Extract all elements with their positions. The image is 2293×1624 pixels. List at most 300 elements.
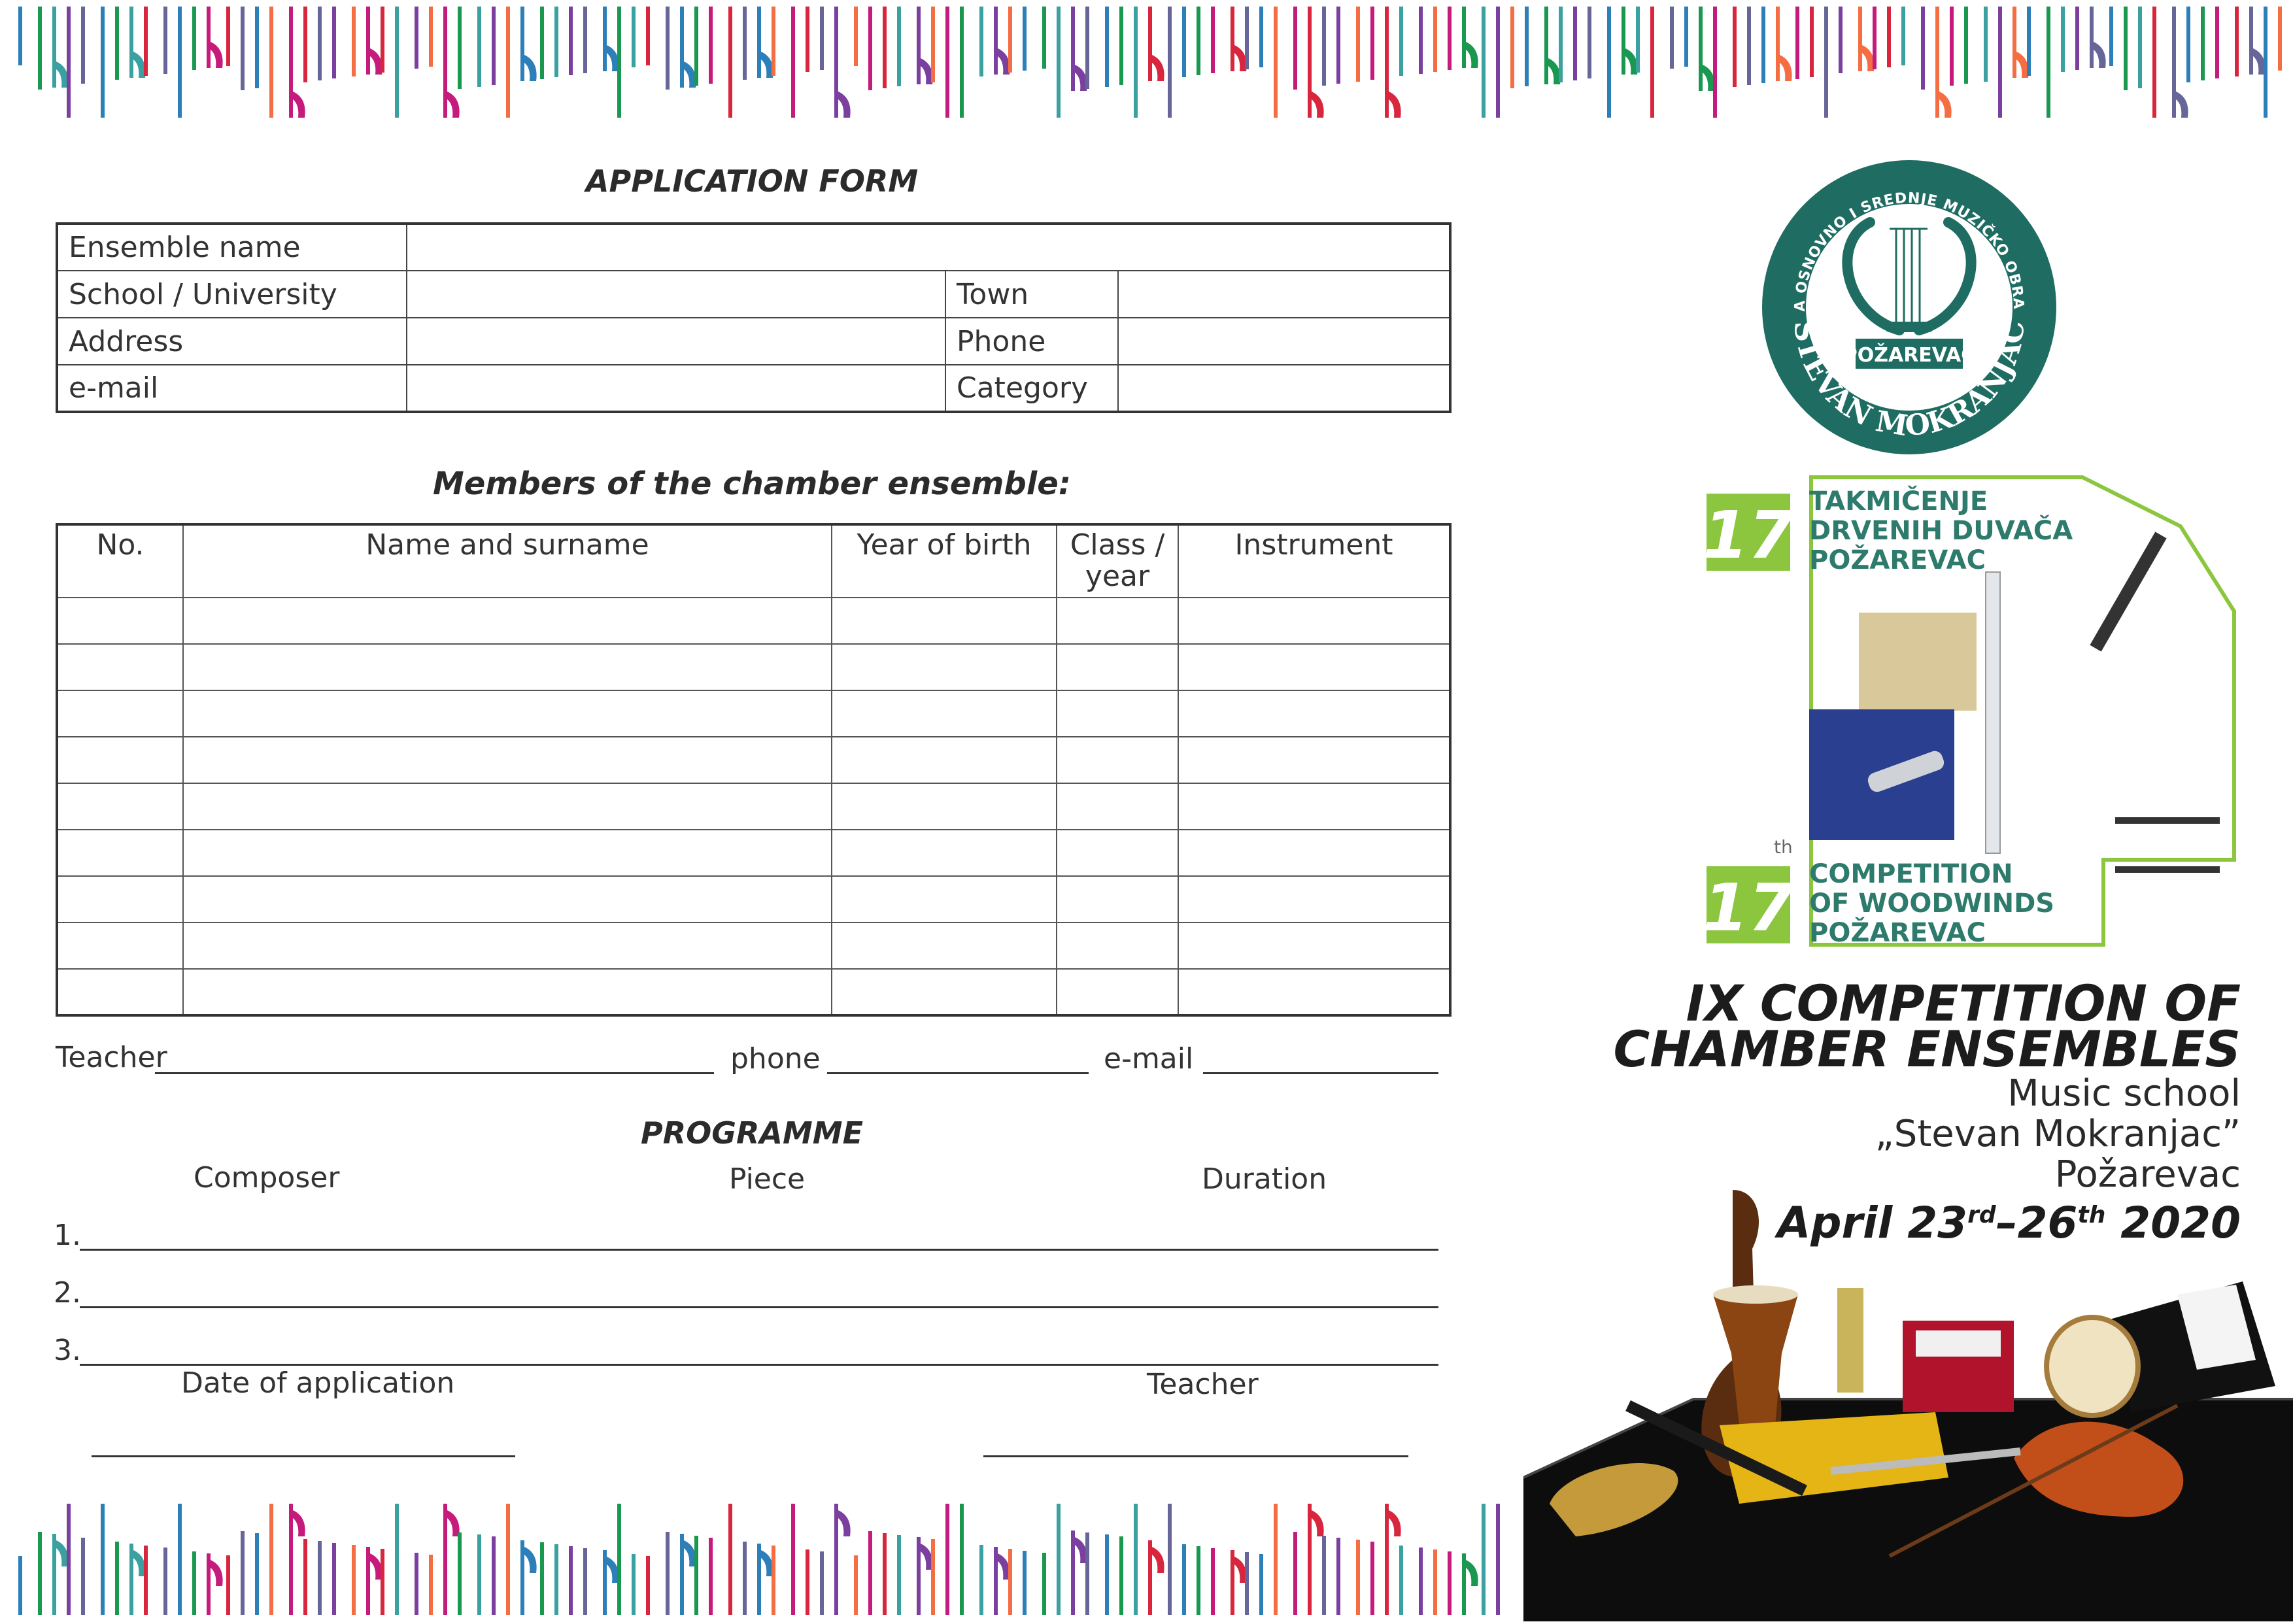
instrument-bell [1075, 65, 1087, 91]
member-name-cell[interactable] [183, 969, 832, 1015]
instrument-stroke [2215, 7, 2219, 78]
instrument-stroke [820, 7, 824, 70]
instrument-stroke [1336, 1538, 1340, 1615]
instrument-bell [998, 48, 1010, 75]
woodwinds-logo [1703, 474, 2246, 951]
instrument-stroke [1559, 7, 1563, 82]
instrument-stroke [1008, 1549, 1012, 1615]
instrument-stroke [2264, 7, 2268, 118]
instrument-stroke [1370, 1542, 1374, 1615]
instrument-bell [1152, 55, 1164, 81]
instrument-stroke [1308, 1504, 1312, 1615]
instrument-stroke [820, 1551, 824, 1615]
duration-label: Duration [1202, 1162, 1327, 1196]
instrument-stroke [1901, 7, 1905, 65]
teacher-input-line[interactable] [155, 1072, 714, 1074]
instrument-stroke [728, 1504, 732, 1615]
instrument-stroke [1588, 7, 1591, 78]
instrument-bell [1389, 1510, 1401, 1536]
instrument-stroke [1839, 7, 1843, 73]
instrument-stroke [1858, 7, 1862, 71]
instrument-stroke [1776, 7, 1780, 81]
instrument-stroke [1636, 7, 1640, 73]
member-class-cell[interactable] [1057, 969, 1178, 1015]
instrument-stroke [1293, 1532, 1297, 1615]
member-year-cell[interactable] [832, 783, 1057, 830]
instrument-bell [1152, 1547, 1164, 1573]
logo-sr-line1: TAKMIČENJE [1809, 486, 1988, 516]
member-class-cell[interactable] [1057, 830, 1178, 876]
instrument-stroke [540, 7, 544, 79]
instrument-stroke [1650, 7, 1654, 118]
instrument-stroke [1322, 7, 1326, 86]
member-row [57, 690, 1450, 737]
instrument-stroke [207, 1553, 211, 1615]
programme-row-1-number: 1. [54, 1219, 81, 1252]
col-no: No. [57, 524, 183, 598]
instrument-stroke [1105, 7, 1109, 87]
date-end-suffix: th [2077, 1202, 2106, 1228]
member-name-cell[interactable] [183, 737, 832, 783]
instrument-stroke [1810, 7, 1814, 77]
instrument-stroke [52, 1534, 56, 1615]
clarinet-image [1986, 572, 2000, 853]
instrument-bell [133, 52, 146, 78]
instrument-stroke [694, 7, 698, 86]
instrument-bell [761, 1550, 773, 1576]
col-class [1057, 524, 1178, 598]
member-instrument-cell[interactable] [1178, 598, 1450, 644]
instrument-stroke [1433, 7, 1437, 72]
instrument-bell [370, 1553, 382, 1580]
instrument-stroke [1887, 7, 1891, 67]
instrument-bell [1312, 1510, 1324, 1536]
member-year-cell[interactable] [832, 830, 1057, 876]
school-line2: „Stevan Mokranjac” [1875, 1113, 2241, 1155]
member-no-cell[interactable] [57, 969, 183, 1015]
instrument-stroke [1259, 7, 1263, 67]
instrument-stroke [2027, 7, 2031, 76]
member-class-cell[interactable] [1057, 690, 1178, 737]
instrument-stroke [1462, 7, 1466, 68]
instrument-stroke [960, 7, 964, 118]
instrument-stroke [1211, 7, 1215, 73]
instrument-stroke [1733, 7, 1737, 87]
instrument-stroke [2013, 7, 2016, 78]
instrument-stroke [834, 1504, 838, 1615]
woodwinds-logo-graphic [1703, 474, 2246, 951]
school-seal-graphic [1759, 157, 2060, 458]
instrument-stroke [743, 7, 747, 80]
instrument-stroke [791, 7, 795, 118]
member-class-cell[interactable] [1057, 598, 1178, 644]
instrument-stroke [1873, 7, 1877, 69]
programme-row-3-number: 3. [54, 1334, 81, 1367]
instrument-bell [838, 1510, 851, 1536]
category-field[interactable] [1118, 365, 1450, 412]
date-start: April 23 [1777, 1198, 1968, 1248]
flute-keys-photo [1859, 613, 1977, 711]
instrument-stroke [255, 1533, 259, 1615]
competition-title [1613, 974, 2241, 1078]
instrument-stroke [332, 7, 336, 78]
instrument-stroke [1274, 1504, 1278, 1615]
instrument-stroke [583, 7, 587, 73]
instrument-stroke [477, 7, 481, 87]
instrument-stroke [1921, 7, 1925, 90]
instrument-stroke [666, 1532, 670, 1615]
programme-row-1-line[interactable] [80, 1249, 1438, 1251]
instrument-bell [2253, 48, 2266, 75]
instrument-stroke [1356, 7, 1360, 82]
instrument-stroke [1148, 1540, 1152, 1615]
instrument-stroke [2061, 7, 2065, 72]
member-name-cell[interactable] [183, 644, 832, 690]
town-field[interactable] [1118, 271, 1450, 318]
instrument-stroke [772, 7, 775, 76]
member-no-cell[interactable] [57, 783, 183, 830]
instrument-stroke [868, 7, 872, 90]
instrument-stroke [883, 1533, 887, 1615]
instrument-stroke [395, 1504, 399, 1615]
instrument-stroke [115, 1542, 119, 1615]
instrument-stroke [728, 7, 732, 118]
member-class-cell[interactable] [1057, 737, 1178, 783]
teacher-email-line[interactable] [1203, 1072, 1438, 1074]
instrument-pattern [0, 1484, 1517, 1615]
instrument-stroke [1245, 1552, 1249, 1615]
instrument-stroke [332, 1543, 336, 1615]
instrument-stroke [269, 1504, 273, 1615]
member-no-cell[interactable] [57, 922, 183, 969]
member-class-cell[interactable] [1057, 922, 1178, 969]
member-year-cell[interactable] [832, 737, 1057, 783]
instrument-stroke [694, 1536, 698, 1615]
member-row [57, 737, 1450, 783]
instrument-stroke [1385, 7, 1389, 118]
instrument-stroke [415, 7, 418, 69]
instrument-stroke [1433, 1549, 1437, 1615]
address-label: Address [57, 318, 407, 365]
instrument-bell [370, 48, 382, 75]
trumpet-image [1837, 1288, 1863, 1393]
instrument-stroke [569, 1546, 573, 1615]
instrument-stroke [1670, 7, 1674, 69]
instrument-stroke [1197, 7, 1200, 75]
instrument-stroke [2172, 7, 2176, 118]
member-class-cell[interactable] [1057, 644, 1178, 690]
instrument-bell [56, 61, 69, 88]
instrument-stroke [1462, 1553, 1466, 1615]
instrument-bell [2094, 42, 2106, 68]
instrument-pattern [0, 7, 2293, 137]
school-field[interactable] [407, 271, 945, 318]
member-no-cell[interactable] [57, 690, 183, 737]
member-instrument-cell[interactable] [1178, 690, 1450, 737]
member-instrument-cell[interactable] [1178, 737, 1450, 783]
instrument-stroke [1168, 1504, 1172, 1615]
instrument-stroke [129, 7, 133, 78]
ensemble-name-field[interactable] [407, 224, 1450, 271]
instrument-stroke [115, 7, 119, 80]
col-instrument: Instrument [1178, 524, 1450, 598]
instrument-bell [211, 1560, 223, 1586]
instrument-stroke [192, 1551, 196, 1615]
member-row [57, 876, 1450, 922]
member-year-cell[interactable] [832, 598, 1057, 644]
instrument-stroke [994, 1547, 998, 1615]
email-field[interactable] [407, 365, 945, 412]
instrument-stroke [757, 1544, 761, 1615]
instrument-stroke [1231, 1550, 1234, 1615]
logo-number-bottom: 17 [1703, 870, 1794, 946]
instrument-stroke [352, 7, 356, 76]
instrument-stroke [1071, 1531, 1075, 1615]
phone-label: Phone [945, 318, 1118, 365]
member-no-cell[interactable] [57, 830, 183, 876]
ensemble-name-label: Ensemble name [57, 224, 407, 271]
instrument-stroke [1119, 7, 1123, 85]
instrument-stroke [415, 1553, 418, 1615]
teacher-label: Teacher [56, 1041, 167, 1074]
date-of-application-line[interactable] [92, 1455, 515, 1457]
instrument-bell [998, 1553, 1010, 1580]
phone-field[interactable] [1118, 318, 1450, 365]
instrument-stroke [945, 1504, 949, 1615]
col-name: Name and surname [183, 524, 832, 598]
instrument-stroke [1573, 7, 1577, 80]
member-instrument-cell[interactable] [1178, 969, 1450, 1015]
member-name-cell[interactable] [183, 598, 832, 644]
instrument-stroke [1496, 7, 1500, 118]
instrument-stroke [709, 1538, 713, 1615]
instrument-stroke [1419, 1548, 1423, 1615]
instrument-stroke [1684, 7, 1688, 67]
instrument-stroke [1761, 7, 1765, 83]
member-instrument-cell[interactable] [1178, 876, 1450, 922]
member-name-cell[interactable] [183, 690, 832, 737]
members-title: Members of the chamber ensemble: [433, 465, 1071, 502]
member-no-cell[interactable] [57, 876, 183, 922]
instrument-stroke [318, 1541, 322, 1615]
member-year-cell[interactable] [832, 644, 1057, 690]
instrument-stroke [1182, 1544, 1186, 1615]
instrument-stroke [192, 7, 196, 70]
instrument-stroke [1119, 1536, 1123, 1615]
instrument-bell [293, 1510, 305, 1536]
instrument-bell [524, 1547, 537, 1573]
school-line1: Music school [2007, 1072, 2241, 1115]
instrument-stroke [1399, 1546, 1403, 1615]
instrument-stroke [1293, 7, 1297, 90]
instrument-stroke [603, 7, 607, 71]
instrument-stroke [897, 1535, 901, 1615]
instrument-stroke [101, 1504, 105, 1615]
instrument-stroke [854, 1555, 858, 1615]
member-class-cell[interactable] [1057, 876, 1178, 922]
instrument-stroke [443, 7, 447, 118]
instrument-stroke [1008, 7, 1012, 73]
instrument-stroke [1105, 1534, 1109, 1615]
instrument-stroke [1057, 1504, 1061, 1615]
member-row [57, 830, 1450, 876]
instrument-bell [1780, 55, 1792, 81]
competition-title-line1: IX COMPETITION OF [1686, 974, 2241, 1032]
instrument-stroke [506, 1504, 510, 1615]
instrument-stroke [226, 1555, 230, 1615]
instrument-bell [921, 1544, 933, 1570]
teacher-phone-line[interactable] [827, 1072, 1089, 1074]
instrument-stroke [617, 7, 621, 118]
instrument-stroke [1699, 7, 1703, 91]
instrument-bell [1466, 42, 1478, 68]
instrument-bell [2016, 52, 2029, 78]
instrument-stroke [1964, 7, 1968, 84]
instrument-stroke [1747, 7, 1751, 85]
instrument-stroke [1356, 1540, 1360, 1615]
signature-teacher-label: Teacher [1147, 1368, 1259, 1401]
member-name-cell[interactable] [183, 783, 832, 830]
instruments-photo [1523, 1164, 2293, 1621]
logo-sr-line3: POŽAREVAC [1809, 545, 1986, 575]
instrument-stroke [18, 7, 22, 65]
town-label: Town [945, 271, 1118, 318]
instrument-stroke [429, 1555, 433, 1615]
instrument-bell [2176, 92, 2188, 118]
instrument-stroke [1510, 7, 1514, 88]
instrument-stroke [897, 7, 901, 86]
applicant-info-table [56, 222, 1452, 413]
instrument-stroke [1211, 1548, 1215, 1615]
instrument-stroke [854, 7, 858, 66]
instrument-stroke [269, 7, 273, 118]
member-year-cell[interactable] [832, 969, 1057, 1015]
instrument-stroke [129, 1544, 133, 1615]
instrument-bell [447, 92, 460, 118]
instrument-stroke [38, 7, 42, 90]
programme-row-3-line[interactable] [80, 1364, 1438, 1366]
instrument-stroke [917, 1537, 921, 1615]
category-label: Category [945, 365, 1118, 412]
instrument-stroke [757, 7, 761, 78]
school-city: Požarevac [2054, 1153, 2241, 1196]
instrument-stroke [1950, 7, 1954, 86]
composer-label: Composer [194, 1161, 340, 1194]
member-instrument-cell[interactable] [1178, 830, 1450, 876]
seal-city: POŽAREVAC [1843, 344, 1976, 367]
instrument-stroke [1496, 1504, 1500, 1615]
instrument-stroke [458, 7, 462, 89]
instrument-stroke [979, 7, 983, 76]
instrument-bell [133, 1550, 146, 1576]
instrument-stroke [458, 1532, 462, 1615]
instrument-stroke [1182, 7, 1186, 77]
instrument-bell [1234, 45, 1247, 71]
instrument-stroke [1482, 7, 1486, 118]
instrument-stroke [1148, 7, 1152, 81]
instrument-stroke [1399, 7, 1403, 76]
member-no-cell[interactable] [57, 598, 183, 644]
instrument-stroke [931, 7, 935, 82]
tambourine-image [2047, 1317, 2138, 1415]
instrument-stroke [1042, 1553, 1046, 1615]
instrument-stroke [241, 7, 245, 90]
address-field[interactable] [407, 318, 945, 365]
instrument-stroke [743, 1542, 747, 1615]
member-name-cell[interactable] [183, 876, 832, 922]
instrument-stroke [603, 1550, 607, 1615]
instrument-stroke [1134, 1504, 1138, 1615]
member-instrument-cell[interactable] [1178, 922, 1450, 969]
bottom-instrument-band [0, 1484, 1517, 1615]
instrument-stroke [1274, 7, 1278, 118]
instrument-stroke [1231, 7, 1234, 71]
instrument-stroke [1998, 7, 2002, 118]
member-name-cell[interactable] [183, 922, 832, 969]
col-class-line2: year [1085, 560, 1150, 593]
instrument-bell [447, 1510, 460, 1536]
instrument-bell [1312, 92, 1324, 118]
instrument-stroke [2186, 7, 2190, 82]
competition-title-line2: CHAMBER ENSEMBLES [1613, 1020, 2241, 1078]
member-year-cell[interactable] [832, 922, 1057, 969]
instrument-stroke [772, 1546, 775, 1615]
member-no-cell[interactable] [57, 737, 183, 783]
member-class-cell[interactable] [1057, 783, 1178, 830]
programme-row-2-line[interactable] [80, 1306, 1438, 1308]
instrument-stroke [2249, 7, 2253, 75]
member-year-cell[interactable] [832, 690, 1057, 737]
seal-school-name: STEVAN MOKRANJAC [1787, 318, 2031, 443]
instrument-bell [1862, 45, 1875, 71]
instrument-bell [761, 52, 773, 78]
instrument-bell [1234, 1557, 1247, 1583]
member-no-cell[interactable] [57, 644, 183, 690]
logo-en-line1: COMPETITION [1809, 859, 2013, 889]
date-of-application-label: Date of application [181, 1366, 455, 1400]
instrument-stroke [381, 7, 384, 73]
instrument-stroke [81, 7, 85, 84]
instrument-stroke [540, 1542, 544, 1615]
member-instrument-cell[interactable] [1178, 783, 1450, 830]
instrument-bell [524, 55, 537, 81]
instrument-stroke [1322, 1536, 1326, 1615]
instrument-stroke [1525, 7, 1529, 86]
instrument-stroke [67, 1504, 71, 1615]
logo-en-line3: POŽAREVAC [1809, 918, 1986, 948]
instrument-bell [684, 61, 696, 88]
instrument-stroke [1482, 1504, 1486, 1615]
instrument-stroke [318, 7, 322, 80]
instrument-stroke [583, 1548, 587, 1615]
instrument-stroke [806, 1549, 809, 1615]
member-instrument-cell[interactable] [1178, 644, 1450, 690]
instrument-stroke [883, 7, 887, 88]
instrument-stroke [1071, 7, 1075, 91]
instrument-stroke [1370, 7, 1374, 80]
member-year-cell[interactable] [832, 876, 1057, 922]
teacher-signature-line[interactable] [983, 1455, 1408, 1457]
instrument-stroke [226, 7, 230, 66]
member-name-cell[interactable] [183, 830, 832, 876]
instrument-stroke [632, 7, 636, 67]
instrument-stroke [2138, 7, 2142, 88]
instrument-stroke [163, 7, 167, 74]
instrument-bell [607, 45, 619, 71]
teacher-email-label: e-mail [1104, 1042, 1194, 1075]
instrument-stroke [945, 7, 949, 118]
instrument-stroke [492, 7, 496, 85]
